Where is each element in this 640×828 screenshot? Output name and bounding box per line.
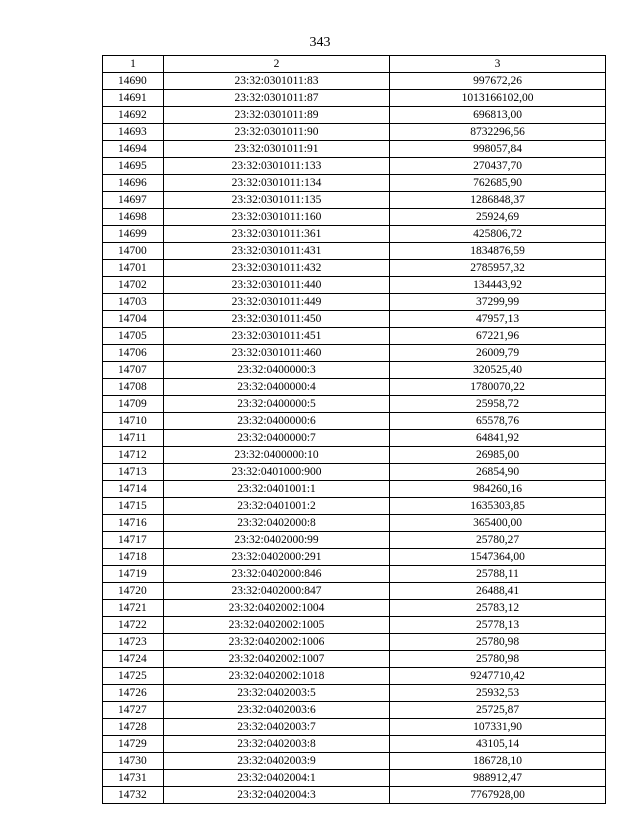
- row-number-cell: 14705: [103, 328, 164, 345]
- cadastral-number-cell: 23:32:0301011:449: [164, 294, 390, 311]
- cadastral-number-cell: 23:32:0301011:431: [164, 243, 390, 260]
- cadastral-number-cell: 23:32:0402000:846: [164, 566, 390, 583]
- row-number-cell: 14707: [103, 362, 164, 379]
- table-row: [103, 413, 606, 430]
- table-row: [103, 447, 606, 464]
- cadastral-number-cell: 23:32:0402004:1: [164, 770, 390, 787]
- value-cell: 37299,99: [390, 294, 606, 311]
- row-number-cell: 14706: [103, 345, 164, 362]
- table-row: [103, 787, 606, 804]
- value-cell: 26985,00: [390, 447, 606, 464]
- cadastral-number-cell: 23:32:0400000:5: [164, 396, 390, 413]
- table-row: [103, 379, 606, 396]
- value-cell: 25932,53: [390, 685, 606, 702]
- cadastral-number-cell: 23:32:0402002:1004: [164, 600, 390, 617]
- cadastral-number-cell: 23:32:0402003:8: [164, 736, 390, 753]
- row-number-cell: 14694: [103, 141, 164, 158]
- table-row: [103, 515, 606, 532]
- table-row: [103, 600, 606, 617]
- cadastral-number-cell: 23:32:0402000:847: [164, 583, 390, 600]
- cadastral-number-cell: 23:32:0401001:2: [164, 498, 390, 515]
- table-row: [103, 328, 606, 345]
- table-row: [103, 362, 606, 379]
- table-row: [103, 753, 606, 770]
- cadastral-number-cell: 23:32:0402002:1006: [164, 634, 390, 651]
- column-header-2: 2: [164, 56, 390, 73]
- table-row: [103, 141, 606, 158]
- cadastral-number-cell: 23:32:0301011:87: [164, 90, 390, 107]
- table-row: [103, 617, 606, 634]
- cadastral-number-cell: 23:32:0402003:5: [164, 685, 390, 702]
- value-cell: 26488,41: [390, 583, 606, 600]
- cadastral-number-cell: 23:32:0301011:460: [164, 345, 390, 362]
- value-cell: 25788,11: [390, 566, 606, 583]
- value-cell: 65578,76: [390, 413, 606, 430]
- cadastral-number-cell: 23:32:0301011:134: [164, 175, 390, 192]
- row-number-cell: 14723: [103, 634, 164, 651]
- row-number-cell: 14722: [103, 617, 164, 634]
- value-cell: 998057,84: [390, 141, 606, 158]
- row-number-cell: 14708: [103, 379, 164, 396]
- table-row: [103, 549, 606, 566]
- row-number-cell: 14703: [103, 294, 164, 311]
- value-cell: 26854,90: [390, 464, 606, 481]
- value-cell: 186728,10: [390, 753, 606, 770]
- row-number-cell: 14690: [103, 73, 164, 90]
- value-cell: 2785957,32: [390, 260, 606, 277]
- row-number-cell: 14698: [103, 209, 164, 226]
- table-row: [103, 311, 606, 328]
- cadastral-number-cell: 23:32:0402002:1018: [164, 668, 390, 685]
- row-number-cell: 14695: [103, 158, 164, 175]
- cadastral-number-cell: 23:32:0301011:135: [164, 192, 390, 209]
- cadastral-number-cell: 23:32:0301011:451: [164, 328, 390, 345]
- row-number-cell: 14732: [103, 787, 164, 804]
- row-number-cell: 14728: [103, 719, 164, 736]
- cadastral-number-cell: 23:32:0402003:6: [164, 702, 390, 719]
- table-row: [103, 260, 606, 277]
- cadastral-number-cell: 23:32:0400000:3: [164, 362, 390, 379]
- cadastral-number-cell: 23:32:0301011:160: [164, 209, 390, 226]
- cadastral-number-cell: 23:32:0400000:6: [164, 413, 390, 430]
- value-cell: 67221,96: [390, 328, 606, 345]
- row-number-cell: 14729: [103, 736, 164, 753]
- row-number-cell: 14715: [103, 498, 164, 515]
- row-number-cell: 14716: [103, 515, 164, 532]
- cadastral-number-cell: 23:32:0400000:4: [164, 379, 390, 396]
- cadastral-number-cell: 23:32:0301011:89: [164, 107, 390, 124]
- table-row: [103, 158, 606, 175]
- table-row: [103, 277, 606, 294]
- row-number-cell: 14692: [103, 107, 164, 124]
- value-cell: 25783,12: [390, 600, 606, 617]
- row-number-cell: 14704: [103, 311, 164, 328]
- row-number-cell: 14727: [103, 702, 164, 719]
- table-row: [103, 90, 606, 107]
- table-header-row: [103, 56, 606, 73]
- row-number-cell: 14712: [103, 447, 164, 464]
- cadastral-number-cell: 23:32:0400000:7: [164, 430, 390, 447]
- value-cell: 320525,40: [390, 362, 606, 379]
- cadastral-number-cell: 23:32:0402000:8: [164, 515, 390, 532]
- value-cell: 26009,79: [390, 345, 606, 362]
- value-cell: 25780,98: [390, 634, 606, 651]
- row-number-cell: 14726: [103, 685, 164, 702]
- value-cell: 25780,27: [390, 532, 606, 549]
- table-row: [103, 566, 606, 583]
- value-cell: 7767928,00: [390, 787, 606, 804]
- row-number-cell: 14699: [103, 226, 164, 243]
- value-cell: 1780070,22: [390, 379, 606, 396]
- value-cell: 696813,00: [390, 107, 606, 124]
- row-number-cell: 14714: [103, 481, 164, 498]
- value-cell: 47957,13: [390, 311, 606, 328]
- row-number-cell: 14697: [103, 192, 164, 209]
- value-cell: 997672,26: [390, 73, 606, 90]
- value-cell: 425806,72: [390, 226, 606, 243]
- table-row: [103, 532, 606, 549]
- row-number-cell: 14691: [103, 90, 164, 107]
- table-body: [103, 73, 606, 804]
- table-row: [103, 294, 606, 311]
- table-row: [103, 770, 606, 787]
- cadastral-number-cell: 23:32:0301011:90: [164, 124, 390, 141]
- value-cell: 25725,87: [390, 702, 606, 719]
- table-row: [103, 243, 606, 260]
- row-number-cell: 14720: [103, 583, 164, 600]
- table-row: [103, 668, 606, 685]
- row-number-cell: 14709: [103, 396, 164, 413]
- column-header-3: 3: [390, 56, 606, 73]
- value-cell: 1635303,85: [390, 498, 606, 515]
- page-number: 343: [309, 35, 331, 50]
- cadastral-number-cell: 23:32:0402002:1005: [164, 617, 390, 634]
- cadastral-number-cell: 23:32:0401000:900: [164, 464, 390, 481]
- table-row: [103, 736, 606, 753]
- table-row: [103, 107, 606, 124]
- value-cell: 762685,90: [390, 175, 606, 192]
- row-number-cell: 14701: [103, 260, 164, 277]
- row-number-cell: 14710: [103, 413, 164, 430]
- table-row: [103, 209, 606, 226]
- cadastral-number-cell: 23:32:0301011:450: [164, 311, 390, 328]
- cadastral-number-cell: 23:32:0401001:1: [164, 481, 390, 498]
- table-row: [103, 719, 606, 736]
- row-number-cell: 14696: [103, 175, 164, 192]
- cadastral-number-cell: 23:32:0301011:361: [164, 226, 390, 243]
- row-number-cell: 14730: [103, 753, 164, 770]
- table-row: [103, 464, 606, 481]
- cadastral-number-cell: 23:32:0301011:133: [164, 158, 390, 175]
- table-row: [103, 175, 606, 192]
- value-cell: 107331,90: [390, 719, 606, 736]
- cadastral-number-cell: 23:32:0301011:91: [164, 141, 390, 158]
- column-header-1: 1: [103, 56, 164, 73]
- value-cell: 25924,69: [390, 209, 606, 226]
- table-row: [103, 226, 606, 243]
- row-number-cell: 14721: [103, 600, 164, 617]
- row-number-cell: 14700: [103, 243, 164, 260]
- row-number-cell: 14713: [103, 464, 164, 481]
- table-row: [103, 124, 606, 141]
- data-table: [102, 55, 606, 804]
- table-row: [103, 651, 606, 668]
- table-row: [103, 498, 606, 515]
- table-row: [103, 702, 606, 719]
- cadastral-number-cell: 23:32:0301011:440: [164, 277, 390, 294]
- cadastral-number-cell: 23:32:0402000:291: [164, 549, 390, 566]
- row-number-cell: 14693: [103, 124, 164, 141]
- value-cell: 25778,13: [390, 617, 606, 634]
- table-row: [103, 583, 606, 600]
- row-number-cell: 14717: [103, 532, 164, 549]
- cadastral-number-cell: 23:32:0402002:1007: [164, 651, 390, 668]
- value-cell: 984260,16: [390, 481, 606, 498]
- table-row: [103, 481, 606, 498]
- cadastral-number-cell: 23:32:0402004:3: [164, 787, 390, 804]
- value-cell: 1547364,00: [390, 549, 606, 566]
- cadastral-number-cell: 23:32:0301011:432: [164, 260, 390, 277]
- value-cell: 25958,72: [390, 396, 606, 413]
- value-cell: 43105,14: [390, 736, 606, 753]
- row-number-cell: 14711: [103, 430, 164, 447]
- value-cell: 134443,92: [390, 277, 606, 294]
- table-row: [103, 634, 606, 651]
- row-number-cell: 14725: [103, 668, 164, 685]
- value-cell: 64841,92: [390, 430, 606, 447]
- row-number-cell: 14724: [103, 651, 164, 668]
- cadastral-number-cell: 23:32:0400000:10: [164, 447, 390, 464]
- value-cell: 9247710,42: [390, 668, 606, 685]
- table-row: [103, 73, 606, 90]
- value-cell: 270437,70: [390, 158, 606, 175]
- table-row: [103, 396, 606, 413]
- value-cell: 1834876,59: [390, 243, 606, 260]
- cadastral-number-cell: 23:32:0402003:9: [164, 753, 390, 770]
- row-number-cell: 14702: [103, 277, 164, 294]
- cadastral-number-cell: 23:32:0402000:99: [164, 532, 390, 549]
- table-row: [103, 345, 606, 362]
- value-cell: 1013166102,00: [390, 90, 606, 107]
- value-cell: 365400,00: [390, 515, 606, 532]
- value-cell: 988912,47: [390, 770, 606, 787]
- value-cell: 1286848,37: [390, 192, 606, 209]
- row-number-cell: 14731: [103, 770, 164, 787]
- table-row: [103, 430, 606, 447]
- cadastral-number-cell: 23:32:0301011:83: [164, 73, 390, 90]
- row-number-cell: 14719: [103, 566, 164, 583]
- value-cell: 8732296,56: [390, 124, 606, 141]
- cadastral-number-cell: 23:32:0402003:7: [164, 719, 390, 736]
- row-number-cell: 14718: [103, 549, 164, 566]
- table-row: [103, 685, 606, 702]
- table-row: [103, 192, 606, 209]
- value-cell: 25780,98: [390, 651, 606, 668]
